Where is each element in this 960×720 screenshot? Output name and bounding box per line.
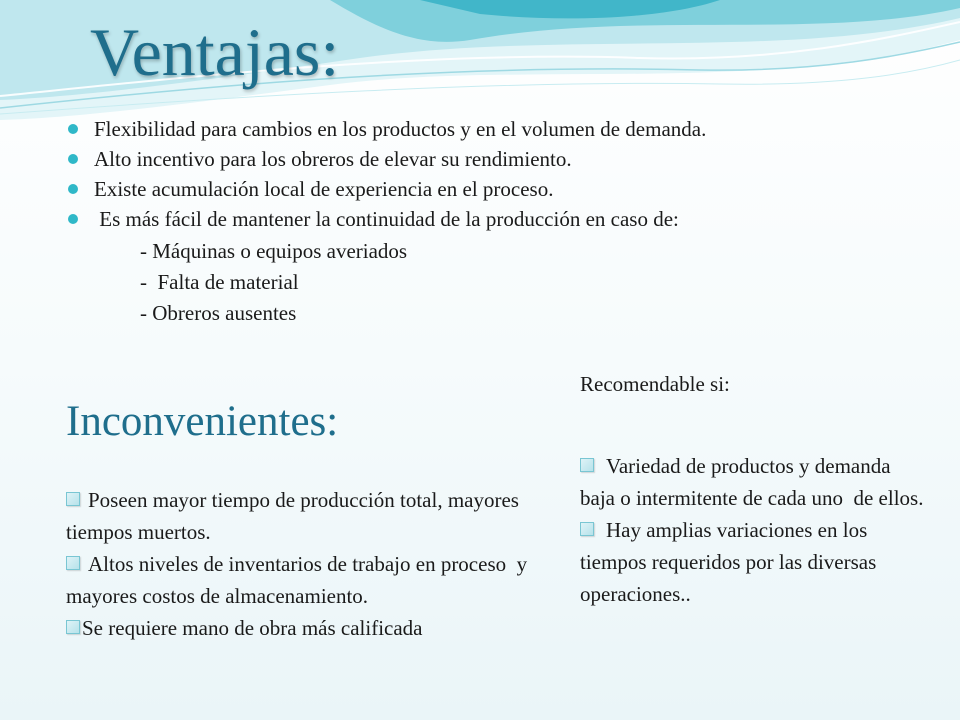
sublist-item: - Obreros ausentes [140,301,297,325]
list-item [68,178,808,200]
list-item [580,450,930,514]
inconvenientes-title: Inconvenientes: [66,398,339,445]
list-item [68,148,808,170]
ventaja-text: Alto incentivo para los obreros de elevar su rendimiento. [94,147,572,171]
bullet-icon [68,214,78,224]
ventaja-text: Existe acumulación local de experiencia en el proceso. [94,177,554,201]
sublist-item: - Máquinas o equipos averiados [140,239,408,263]
recomendable-text: Variedad de productos y demanda baja o intermitente de cada uno de ellos. [580,454,924,510]
inconveniente-text: Poseen mayor tiempo de producción total, mayores tiempos muertos. [66,488,519,544]
inconvenientes-list [66,484,536,644]
list-item [66,484,536,548]
inconveniente-text: Altos niveles de inventarios de trabajo en proceso y mayores costos de almacenamiento. [66,552,533,608]
sublist-item: - Falta de material [140,270,299,294]
bullet-icon [68,184,78,194]
square-bullet-icon [580,522,594,536]
square-bullet-icon [66,492,80,506]
bullet-icon [68,154,78,164]
ventajas-sublist [94,236,808,329]
recomendable-list [580,450,930,610]
list-item [66,612,536,644]
recomendable-label: Recomendable si: [580,372,730,396]
bullet-icon [68,124,78,134]
list-item [68,118,808,140]
ventajas-list [68,118,808,337]
recomendable-text: Hay amplias variaciones en los tiempos requeridos por las diversas operaciones.. [580,518,877,606]
ventaja-text: Es más fácil de mantener la continuidad de la producción en caso de: [94,207,679,231]
page-title: Ventajas: [90,14,340,90]
square-bullet-icon [66,620,80,634]
inconveniente-text: Se requiere mano de obra más calificada [82,616,423,640]
square-bullet-icon [66,556,80,570]
ventaja-text: Flexibilidad para cambios en los productos y en el volumen de demanda. [94,117,707,141]
list-item [68,208,808,329]
list-item [580,514,930,610]
list-item [66,548,536,612]
square-bullet-icon [580,458,594,472]
